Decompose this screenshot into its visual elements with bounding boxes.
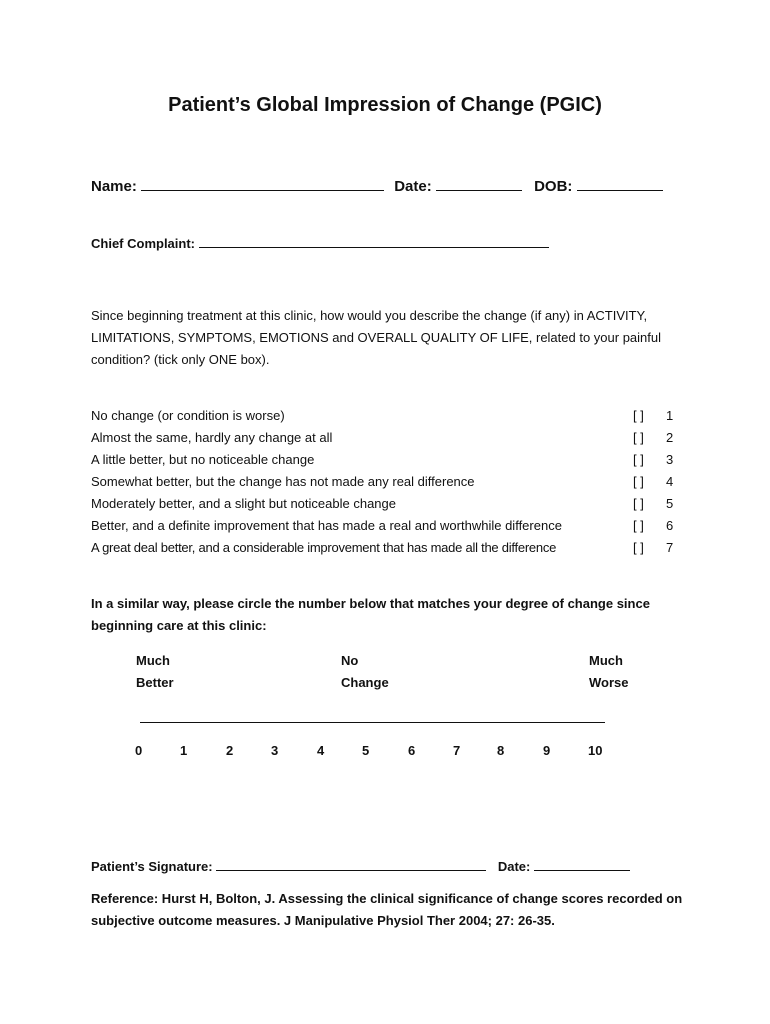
option-label: No change (or condition is worse)	[91, 408, 285, 423]
option-label: Almost the same, hardly any change at all	[91, 430, 333, 445]
option-checkbox[interactable]: [ ]	[633, 496, 644, 511]
anchor-text: Much	[136, 653, 170, 668]
option-checkbox[interactable]: [ ]	[633, 474, 644, 489]
anchor-text: Change	[341, 675, 389, 690]
option-row[interactable]	[91, 427, 681, 449]
option-label: A great deal better, and a considerable improvement that has made all the difference	[91, 540, 557, 555]
scale-number[interactable]: 5	[362, 743, 370, 758]
anchor-text: Better	[136, 675, 174, 690]
scale-anchor-much-better	[136, 650, 174, 694]
option-label: Better, and a definite improvement that has made a real and worthwhile difference	[91, 518, 562, 533]
anchor-text: No	[341, 653, 359, 668]
scale-number[interactable]: 8	[497, 743, 505, 758]
name-label: Name:	[91, 178, 137, 195]
scale-number[interactable]: 4	[317, 743, 325, 758]
chief-complaint-field[interactable]	[199, 233, 549, 248]
option-label: Somewhat better, but the change has not made any real difference	[91, 474, 475, 489]
scale-number[interactable]: 3	[271, 743, 279, 758]
scale-number[interactable]: 9	[543, 743, 551, 758]
option-number: 4	[666, 474, 674, 489]
signature-row	[91, 856, 630, 874]
option-row[interactable]	[91, 537, 681, 559]
option-row[interactable]	[91, 405, 681, 427]
option-label: A little better, but no noticeable change	[91, 452, 315, 467]
header-fields-row	[91, 176, 663, 195]
option-number: 1	[666, 408, 674, 423]
option-number: 5	[666, 496, 674, 511]
option-row[interactable]	[91, 493, 681, 515]
signature-date-field[interactable]	[534, 856, 630, 871]
scale-number[interactable]: 7	[453, 743, 461, 758]
option-row[interactable]	[91, 449, 681, 471]
scale-line	[140, 722, 605, 723]
scale-number[interactable]: 10	[588, 743, 603, 758]
option-number: 7	[666, 540, 674, 555]
signature-label: Patient’s Signature:	[91, 859, 213, 874]
scale-instruction: In a similar way, please circle the number below that matches your degree of change since beginning care at this clinic:	[91, 596, 650, 633]
scale-number[interactable]: 1	[180, 743, 188, 758]
signature-date-label: Date:	[497, 859, 531, 874]
anchor-text: Much	[589, 653, 623, 668]
scale-anchor-no-change	[341, 650, 389, 694]
question-text: Since beginning treatment at this clinic, how would you describe the change (if any) in ACTIVITY, LIMITATIONS, SYMPTOMS, EMOTIONS and OVERALL QUALITY OF LIFE, related to your painful condition? (tick only ONE box).	[91, 308, 662, 367]
chief-complaint-row	[91, 233, 549, 251]
dob-label: DOB:	[534, 178, 573, 195]
chief-complaint-label: Chief Complaint:	[91, 236, 195, 251]
option-label: Moderately better, and a slight but noticeable change	[91, 496, 396, 511]
page-title: Patient’s Global Impression of Change (PGIC)	[168, 94, 602, 116]
option-row[interactable]	[91, 471, 681, 493]
option-number: 6	[666, 518, 674, 533]
dob-field[interactable]	[577, 176, 663, 191]
reference-text: Reference: Hurst H, Bolton, J. Assessing the clinical significance of change scores recorded on subjective outcome measures. J Manipulative Physiol Ther 2004; 27: 26-35.	[91, 891, 683, 928]
option-number: 3	[666, 452, 674, 467]
option-checkbox[interactable]: [ ]	[633, 408, 644, 423]
option-checkbox[interactable]: [ ]	[633, 540, 644, 555]
option-number: 2	[666, 430, 674, 445]
scale-number[interactable]: 6	[408, 743, 416, 758]
scale-number[interactable]: 2	[226, 743, 234, 758]
date-label: Date:	[394, 178, 432, 195]
option-checkbox[interactable]: [ ]	[633, 430, 644, 445]
anchor-text: Worse	[589, 675, 629, 690]
date-field[interactable]	[436, 176, 522, 191]
option-row[interactable]	[91, 515, 681, 537]
option-checkbox[interactable]: [ ]	[633, 518, 644, 533]
scale-anchor-much-worse	[589, 650, 629, 694]
scale-number[interactable]: 0	[135, 743, 143, 758]
signature-field[interactable]	[216, 856, 486, 871]
option-checkbox[interactable]: [ ]	[633, 452, 644, 467]
name-field[interactable]	[141, 176, 384, 191]
